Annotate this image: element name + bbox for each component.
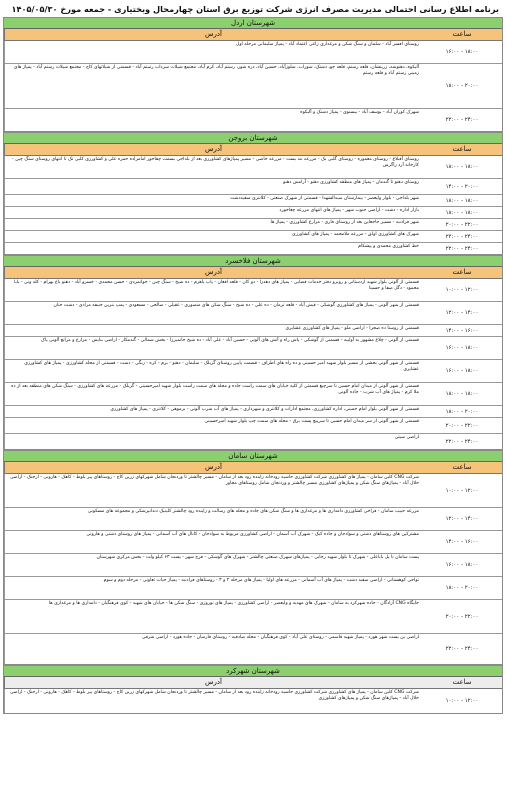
row-address: شرکت CNG کلین سامان - پمپاژ های کشاورزی شرکت کشاورزی حاشیه رودخانه زاینده رود بعد از سامان - مسیر چالشتر تا وردنجان شامل شهرکهای زرین کاج - روستاهای پیر بلوط - کاهک - هارونی - ارجنک - اراضی حلال آباد - پمپاژهای سنگ شکن و پمپاژهای کشاورزی مسیر چالشتر و وردنجان شامل روستاهای مجاور — [4, 474, 422, 507]
row-time: ۱۸:۰۰ - ۲۰:۰۰ — [445, 408, 479, 415]
table-row — [4, 360, 502, 383]
row-address: قسمتی از شهر آلونی از سر میدان امام حسین تا سرپیچ پست برق - محله های سمت چپ بلوار شهید امیرحسینی — [4, 418, 422, 433]
city-section — [3, 132, 503, 255]
row-address: روستای دهنو تا گندمان - پمپاژ های منطقه کشاورزی دهنو - آرامش دهنو — [4, 179, 422, 194]
city-heading: شهرستان فلاخسرد — [4, 256, 502, 267]
row-time: ۱۸:۰۰ - ۲۰:۰۰ — [445, 585, 479, 591]
row-time: ۱۸:۰۰ - ۱۸:۰۰ — [445, 391, 479, 397]
table-row — [4, 325, 502, 337]
row-time: ۲۰:۰۰ - ۲۲:۰۰ — [445, 422, 479, 429]
table-row — [4, 64, 502, 109]
row-address: اراضی بن بست شهر هورد - پمپاژ شهید قاسمی - روستای علی آباد - کوی فرهنگیان - محله صادقیه - روستای فارسان - جاده هورد - اراضی شرقی — [4, 634, 422, 664]
document-page — [3, 0, 503, 714]
city-heading: شهرستان سامان — [4, 451, 502, 462]
table-row — [4, 337, 502, 360]
city-section — [3, 665, 503, 714]
row-time: ۱۶:۰۰ - ۱۸:۰۰ — [445, 49, 479, 55]
row-address: شهر بلداجی - بلوار ولیعصر - بیمارستان سیدالشهدا - قسمتی از شهرک صنعتی - کلانتری سفیددشت — [4, 195, 422, 206]
time-column-header: ساعت — [452, 268, 472, 276]
table-row — [4, 109, 502, 131]
row-address: قسمتی از شهر آلونی بلوار امام خمینی، اداره کشاورزی، مجتمع ادارات و کلانتری و شهرداری - پمپاژ های آب شرب آلونی - برموهی - کلانتری - پمپاژ های کشاورزی — [4, 406, 422, 417]
row-address: پست سامان تا پل باباعلی - شهرک تا بلوار شهید رجایی - پمپاژهای شهرک صنعتی چالشتر - شهرک های گوشکی - فرخ شهر - پست ۶۳ کیلو ولت - بخش مرکزی شهرستان — [4, 554, 422, 576]
time-column-header: ساعت — [452, 463, 472, 471]
row-time: ۱۶:۰۰ - ۱۸:۰۰ — [445, 368, 479, 374]
row-address: بازار اداره - دشت - اراضی جنوب شهر - پمپاژ های انتهای مزرعه چغاخورد — [4, 207, 422, 218]
table-row — [4, 418, 502, 434]
row-address: جایگاه CNG آزادگان - جاده شهرکرد به سامان - شهرک های مهدیه و ولیعصر - اراضی کشاورزی - پمپاژ های نوروزی - سنگ شکن ها - خیابان های شهید - کوی فرهنگیان - دامداری ها و مرغداری ها — [4, 600, 422, 633]
table-row — [4, 434, 502, 449]
row-address: شرکت CNG کلین سامان - پمپاژ های کشاورزی شرکت کشاورزی حاشیه رودخانه زاینده رود بعد از سامان - مسیر چالشتر تا وردنجان شامل شهرکهای زرین کاج - روستاهای پیر بلوط - کاهک - هارونی - ارجنک - اراضی حلال آباد - پمپاژهای سنگ شکن و پمپاژهای کشاورزی — [4, 689, 422, 713]
row-time: ۲۲:۰۰ - ۲۴:۰۰ — [445, 245, 479, 252]
row-address: قسمتی از آلونی بلوار شهید اردستانی و روبرو دفتر خدمات قضایی - پمپاژ های دهدزا - دو کان - قلعه افغان - پاپ باهرم - ده شیخ - سنگ چین - جوانمردی - حسن محمدی - خسرو آباد - دهنو باغ بهرام - کله ونی - بابا محمود - دگل صفا و حسینا — [4, 279, 422, 301]
table-row — [4, 179, 502, 195]
table-header — [4, 462, 502, 474]
row-address: مزرعه حبیب سامان - فراخی کشاورزی دامداری ها و مرغداری ها و سنگ شکن های جاده و محله های رسالت و زاینده رود چالشتر کلینیک دندانپزشکی و مجموعه های مسکونی — [4, 508, 422, 530]
document-title: برنامه اطلاع رسانی احتمالی مدیریت مصرف انرژی شرکت توزیع برق استان چهارمحال وبختیاری - جمعه مورخ ۱۴۰۵/۰۵/۳۰ — [11, 4, 499, 14]
row-address: مشترکین های روستاهای دشتی و سوادجان و جاده کبک - شهرک آب آسمان - اراضی کشاورزی مربوط به سوادجان - کانال های آب آسمانی - پمپاژ های روستای دشتی و هارونی — [4, 531, 422, 553]
row-time: ۱۴:۰۰ - ۲۰:۰۰ — [445, 183, 479, 190]
row-time: ۲۲:۰۰ - ۲۴:۰۰ — [445, 646, 479, 652]
table-row — [4, 554, 502, 577]
table-row — [4, 195, 502, 207]
row-time: ۲۰:۰۰ - ۲۲:۰۰ — [445, 613, 479, 620]
row-time: ۲۰:۰۰ - ۲۲:۰۰ — [445, 221, 479, 228]
row-time: ۱۴:۰۰ - ۱۶:۰۰ — [445, 539, 479, 545]
table-row — [4, 243, 502, 254]
row-address: اراضی سیتی — [4, 434, 422, 449]
address-column-header: آدرس — [4, 144, 422, 155]
row-address: قسمتی از آلونی - چلاغ مشهور به آولیبه - قسمتی از گوشکی - پاس راه و آتش های آلونی - حسین آباد - علی آباد - ده شیخ خانمیرزا - بخش شمالی - گندمکار - اراضی بنایش - مزارع و مراتع آلونی پاک — [4, 337, 422, 359]
table-row — [4, 474, 502, 508]
table-header — [4, 29, 502, 41]
table-row — [4, 406, 502, 418]
table-row — [4, 577, 502, 600]
schedule-sections — [3, 17, 503, 714]
city-heading: شهرستان شهرکرد — [4, 666, 502, 677]
row-address: روستای افسر آباد - شلمان و سنگ شکن و مرغداری زاغی اعتماد آباد - پمپاژ سلیمانی مرحله اول — [4, 41, 422, 63]
table-row — [4, 383, 502, 406]
row-time: ۱۸:۰۰ - ۱۸:۰۰ — [445, 197, 479, 204]
table-row — [4, 207, 502, 219]
table-header — [4, 144, 502, 156]
row-time: ۲۲:۰۰ - ۲۴:۰۰ — [445, 117, 479, 123]
city-section — [3, 17, 503, 132]
time-column-header: ساعت — [452, 30, 472, 38]
table-row — [4, 508, 502, 531]
row-address: خط کشاورزی محمدی و پیشکام — [4, 243, 422, 254]
row-address: قسمتی از روستا ده صحرا - اراضی ملو - پمپاژ های کشاورزی عشایری — [4, 325, 422, 336]
row-time: ۱۸:۰۰ - ۱۸:۰۰ — [445, 164, 479, 170]
row-time: ۱۶:۰۰ - ۱۸:۰۰ — [445, 345, 479, 351]
table-row — [4, 689, 502, 713]
row-address: قسمتی از شهر آلونی - پمپاژ های کشاورزی گوشکی - قیش آباد - قلعه ترمان - ده علی - ده شیخ - سنگ شکن های منصوری - عقیلی - صالحی - مسعودی - پمپ بنزین حنیفه مرادی - دشت حنان — [4, 302, 422, 324]
table-row — [4, 219, 502, 231]
row-address: قسمتی از شهر آلونی بخشی از مسیر بلوار شهید امیر حسینی و ده راه های اطراف - قسمت پایین روستای گزبلک - سلیمان - دهنو - برم - کره - زنگی - دشت - قسمتی از محله کشاورزی - پمپاژ های کشاورزی عشایری — [4, 360, 422, 382]
city-heading: شهرستان بروجن — [4, 133, 502, 144]
table-row — [4, 231, 502, 243]
row-address: آلیکوه، دهنوشه، زرینشان، قلعه رستم، قلعه جو، دشتک، شوراب، شلوزآباد، حسین آباد، دره شور، رستم آباد، کرم آباد، مجتمع شیلات سرداب رستم آباد - قسمتی از شیلاتهای کاج - مجتمع شیلات رستم آباد - پمپاژ های زمینی رستم آباد و قلعه رستم — [4, 64, 422, 108]
table-row — [4, 302, 502, 325]
table-row — [4, 634, 502, 664]
address-column-header: آدرس — [4, 29, 422, 40]
row-time: ۲۲:۰۰ - ۲۴:۰۰ — [445, 233, 479, 240]
row-time: ۱۰:۰۰ - ۱۲:۰۰ — [445, 487, 479, 494]
row-time: ۱۰:۰۰ - ۱۲:۰۰ — [445, 698, 479, 704]
address-column-header: آدرس — [4, 677, 422, 688]
address-column-header: آدرس — [4, 267, 422, 278]
row-address: قسمتی از شهر آلونی از میدان امام حسین تا سرچیغ قسمتی از کلیه خیابان های سمت راست جاده و محله های سمت راست بلوار شهید امیرحسینی - گزبلک - مزرعه های کشاورزی - سنگ شکن های منطقه بعد از ده ملا کرم - پمپاژ های آب شرب - جاده آلونی — [4, 383, 422, 405]
table-row — [4, 41, 502, 64]
table-header — [4, 677, 502, 689]
row-address: شهرک های کشاورزی اولق - مزرعه ملامحمد - پمپاژ های کشاورزی — [4, 231, 422, 242]
row-time: ۱۸:۰۰ - ۲۰:۰۰ — [445, 83, 479, 89]
table-row — [4, 156, 502, 179]
table-row — [4, 600, 502, 634]
city-section — [3, 450, 503, 665]
table-header — [4, 267, 502, 279]
table-row — [4, 531, 502, 554]
row-address: روستای آقبلاغ - روستای معموره - روستای گلبی بک - مزرعه نند بست - مزرعه خاصی - مسیر پمپاژهای کشاورزی بعد از بلداجی بسمت چقاخور امامزاده حمزه علی و کشاورزی کلبی تک تا انتهای روستای سنگ چین - کارخانه آرد زاگرس — [4, 156, 422, 178]
row-address: شهرک کوران آباد - یوسف آباد - بیستوی - پمپاژ دشتک و آلیکوه — [4, 109, 422, 131]
row-address: نواحی کوهستانی - اراضی سفید دشت - پمپاژ های آب آسمانی - مزرعه های اولیا - پمپاژ های مرحله ۲ و ۳ - روستاهای فرادنبه - پمپاژ حیات تعاونی - مرحله دوم و سوم — [4, 577, 422, 599]
row-time: ۱۴:۰۰ - ۱۶:۰۰ — [445, 327, 479, 334]
time-column-header: ساعت — [452, 145, 472, 153]
address-column-header: آدرس — [4, 462, 422, 473]
row-time: ۱۶:۰۰ - ۱۸:۰۰ — [445, 562, 479, 568]
table-row — [4, 279, 502, 302]
row-time: ۲۲:۰۰ - ۲۴:۰۰ — [445, 438, 479, 445]
row-time: ۱۸:۰۰ - ۱۸:۰۰ — [445, 209, 479, 216]
time-column-header: ساعت — [452, 678, 472, 686]
city-section — [3, 255, 503, 450]
row-time: ۱۲:۰۰ - ۱۴:۰۰ — [445, 310, 479, 316]
row-time: ۱۲:۰۰ - ۱۴:۰۰ — [445, 516, 479, 522]
row-address: شهر فرادنبه - مسیر جاجعاین بعد از روستای فاری - مزارع کشاورزی - پمپاژ ها — [4, 219, 422, 230]
city-heading: شهرستان اردل — [4, 18, 502, 29]
row-time: ۱۰:۰۰ - ۱۲:۰۰ — [445, 287, 479, 293]
